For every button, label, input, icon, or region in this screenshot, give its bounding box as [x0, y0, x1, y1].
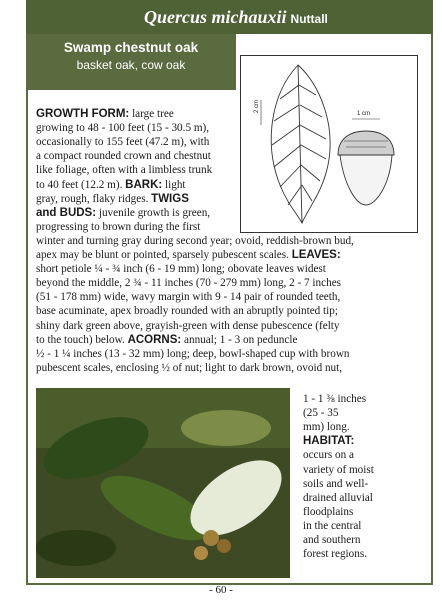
title-bar — [26, 0, 433, 34]
text-run: base acuminate, apex broadly rounded with an abruptly pointed tip; — [36, 305, 338, 318]
text-line — [36, 178, 186, 192]
text-run: like foliage, often with a limbless trunk — [36, 164, 213, 177]
text-line — [36, 163, 212, 177]
text-run: short petiole ¼ - ¾ inch (6 - 19 mm) long; obovate leaves widest — [36, 263, 326, 276]
text-run: mm) long. — [303, 421, 350, 434]
text-line — [303, 491, 373, 505]
section-heading: GROWTH FORM: — [36, 108, 130, 120]
text-run: gray, rough, flaky ridges. — [36, 192, 152, 205]
text-line — [36, 149, 211, 163]
text-run: soils and well- — [303, 477, 369, 490]
text-line — [303, 420, 350, 434]
text-run: occurs on a — [303, 449, 354, 462]
common-name-box — [26, 34, 236, 90]
text-line — [303, 448, 354, 462]
text-run: in the central — [303, 519, 362, 532]
text-line — [36, 262, 326, 276]
text-run: large tree — [129, 108, 174, 120]
text-run: a compact rounded crown and chestnut — [36, 150, 211, 163]
text-run: and southern — [303, 534, 361, 546]
text-run: 1 - 1 ⅜ inches — [303, 393, 367, 405]
text-line — [36, 206, 210, 220]
text-run: to 40 feet (12.2 m). — [36, 178, 126, 191]
text-line — [36, 333, 297, 347]
text-line — [36, 276, 341, 290]
leaf-acorn-drawing — [240, 55, 418, 233]
text-line — [303, 505, 353, 519]
text-run: forest regions. — [303, 548, 368, 561]
text-run: ½ - 1 ¼ inches (13 - 32 mm) long; deep, bowl-shaped cup with brown — [36, 347, 350, 360]
section-heading: LEAVES: — [291, 249, 341, 261]
section-heading: TWIGS — [151, 192, 189, 205]
text-run: variety of moist — [303, 463, 374, 476]
text-line — [303, 519, 361, 533]
section-heading: ACORNS: — [127, 333, 182, 346]
text-line — [36, 361, 342, 375]
text-run: apex may be blunt or pointed, sparsely pubescent scales. — [36, 249, 292, 261]
text-line — [36, 248, 341, 262]
leaf-scale-label: 2 cm — [254, 99, 260, 113]
scientific-name: Quercus michauxii Nuttall — [144, 7, 328, 27]
text-line — [36, 347, 350, 361]
text-line — [303, 392, 366, 406]
text-run: occasionally to 155 feet (47.2 m), with — [36, 136, 210, 149]
text-line — [36, 107, 174, 121]
text-run: floodplains — [303, 505, 354, 518]
text-run: winter and turning gray during second year; ovoid, reddish-brown bud, — [36, 234, 354, 247]
acorn-scale-label: 1 cm — [357, 111, 371, 117]
section-heading: HABITAT: — [303, 435, 355, 448]
text-line — [36, 319, 340, 333]
text-line — [36, 135, 209, 149]
text-run: growing to 48 - 100 feet (15 - 30.5 m), — [36, 122, 210, 135]
text-line — [36, 234, 354, 248]
text-line — [303, 406, 338, 420]
page-number: - 60 - — [209, 584, 233, 596]
text-line — [303, 547, 367, 561]
text-line — [36, 290, 340, 304]
text-line — [36, 121, 209, 135]
text-run: pubescent scales, enclosing ½ of nut; light to dark brown, ovoid nut, — [36, 361, 343, 374]
text-run: shiny dark green above, grayish-green with dense pubescence (felty — [36, 319, 340, 332]
text-run: beyond the middle, 2 ¾ - 11 inches (70 - 279 mm) long, 2 - 7 inches — [36, 277, 342, 290]
text-run: to the touch) below. — [36, 333, 128, 346]
text-line — [303, 477, 368, 491]
text-line — [36, 220, 200, 234]
text-run: drained alluvial — [303, 491, 373, 504]
text-line — [303, 533, 360, 547]
text-line — [303, 463, 374, 477]
text-run: progressing to brown during the first — [36, 220, 201, 233]
text-run: juvenile growth is green, — [96, 206, 211, 219]
text-line — [303, 434, 354, 448]
text-run: annual; 1 - 3 on peduncle — [181, 333, 298, 346]
text-run: (25 - 35 — [303, 407, 339, 420]
common-name: Swamp chestnut oak — [63, 40, 199, 55]
alternate-names: basket oak, cow oak — [76, 58, 186, 72]
text-run: light — [162, 178, 186, 191]
section-heading: BARK: — [125, 178, 163, 191]
text-line — [36, 192, 189, 206]
leaf-photo — [36, 388, 290, 578]
author: Nuttall — [290, 12, 328, 26]
text-line — [36, 304, 338, 318]
text-run: (51 - 178 mm) wide, wavy margin with 9 - 14 pair of rounded teeth, — [36, 291, 341, 304]
section-heading: and BUDS: — [36, 206, 97, 219]
